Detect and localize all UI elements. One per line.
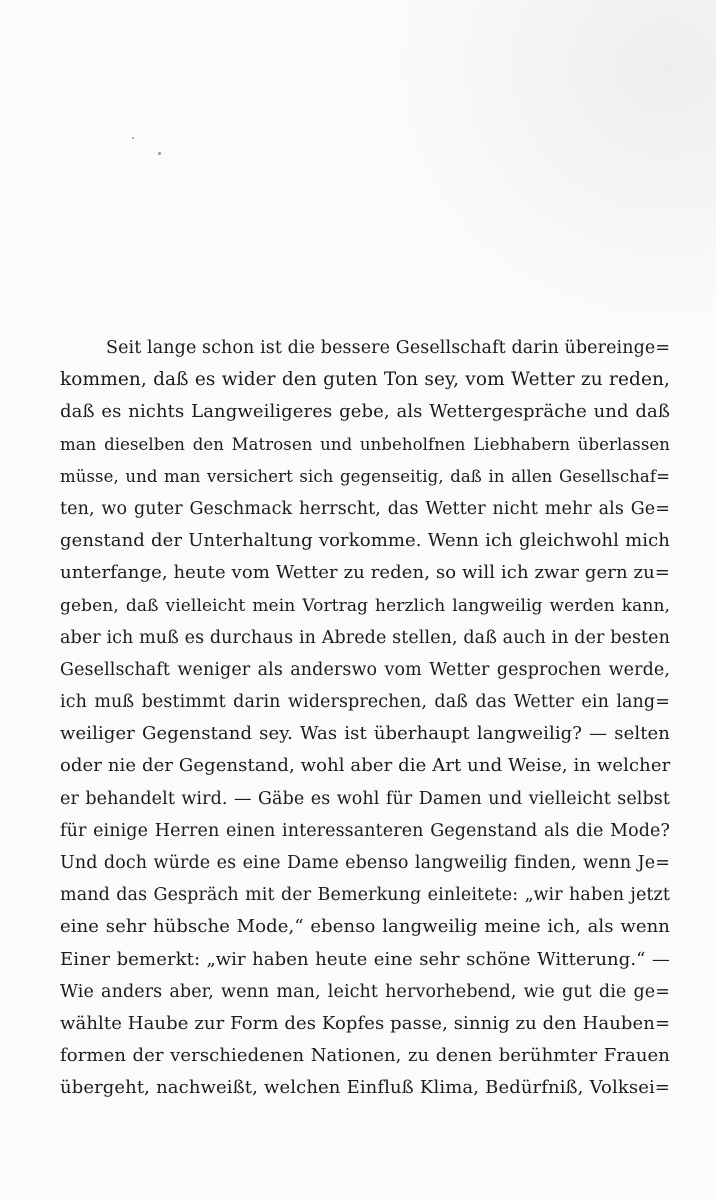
body-paragraph (60, 332, 670, 1105)
text-line: formen der verschiedenen Nationen, zu denen berühmter Frauen (60, 1045, 670, 1067)
text-line: Gesellschaft weniger als anderswo vom Wetter gesprochen werde, (60, 659, 670, 680)
text-line: ten, wo guter Geschmack herrscht, das Wetter nicht mehr als Ge= (60, 498, 670, 519)
ink-speck (158, 152, 161, 155)
text-line: aber ich muß es durchaus in Abrede stellen, daß auch in der besten (60, 627, 670, 648)
text-line: wählte Haube zur Form des Kopfes passe, sinnig zu den Hauben= (60, 1012, 671, 1034)
bleed-through-shadow (386, 0, 716, 330)
text-line: daß es nichts Langweiligeres gebe, als Wettergespräche und daß (60, 401, 670, 423)
text-line: er behandelt wird. — Gäbe es wohl für Damen und vielleicht selbst (60, 788, 670, 809)
text-line: eine sehr hübsche Mode,“ ebenso langweilig meine ich, als wenn (60, 916, 670, 938)
text-line: kommen, daß es wider den guten Ton sey, vom Wetter zu reden, (60, 369, 670, 391)
text-line: Wie anders aber, wenn man, leicht hervorhebend, wie gut die ge= (60, 981, 670, 1002)
ink-speck (132, 137, 134, 139)
text-line: man dieselben den Matrosen und unbeholfnen Liebhabern überlassen (60, 434, 670, 454)
text-line: genstand der Unterhaltung vorkomme. Wenn ich gleichwohl mich (60, 530, 670, 552)
text-line: müsse, und man versichert sich gegenseitig, daß in allen Gesellschaf= (60, 466, 670, 486)
text-line: geben, daß vielleicht mein Vortrag herzlich langweilig werden kann, (60, 595, 670, 616)
text-line: übergeht, nachweißt, welchen Einfluß Klima, Bedürfniß, Volksei= (60, 1077, 670, 1099)
text-line: Und doch würde es eine Dame ebenso langweilig finden, wenn Je= (60, 853, 670, 873)
text-line: ich muß bestimmt darin widersprechen, daß das Wetter ein lang= (60, 692, 670, 713)
text-line: unterfange, heute vom Wetter zu reden, so will ich zwar gern zu= (60, 562, 670, 584)
text-line: weiliger Gegenstand sey. Was ist überhaupt langweilig? — selten (60, 723, 670, 745)
text-line: mand das Gespräch mit der Bemerkung einleitete: „wir haben jetzt (60, 885, 670, 906)
text-line: Seit lange schon ist die bessere Gesellschaft darin übereinge= (106, 338, 671, 358)
text-line: für einige Herren einen interessanteren Gegenstand als die Mode? (60, 820, 670, 841)
text-line: oder nie der Gegenstand, wohl aber die Art und Weise, in welcher (60, 755, 671, 777)
text-line: Einer bemerkt: „wir haben heute eine sehr schöne Witterung.“ — (60, 948, 670, 970)
